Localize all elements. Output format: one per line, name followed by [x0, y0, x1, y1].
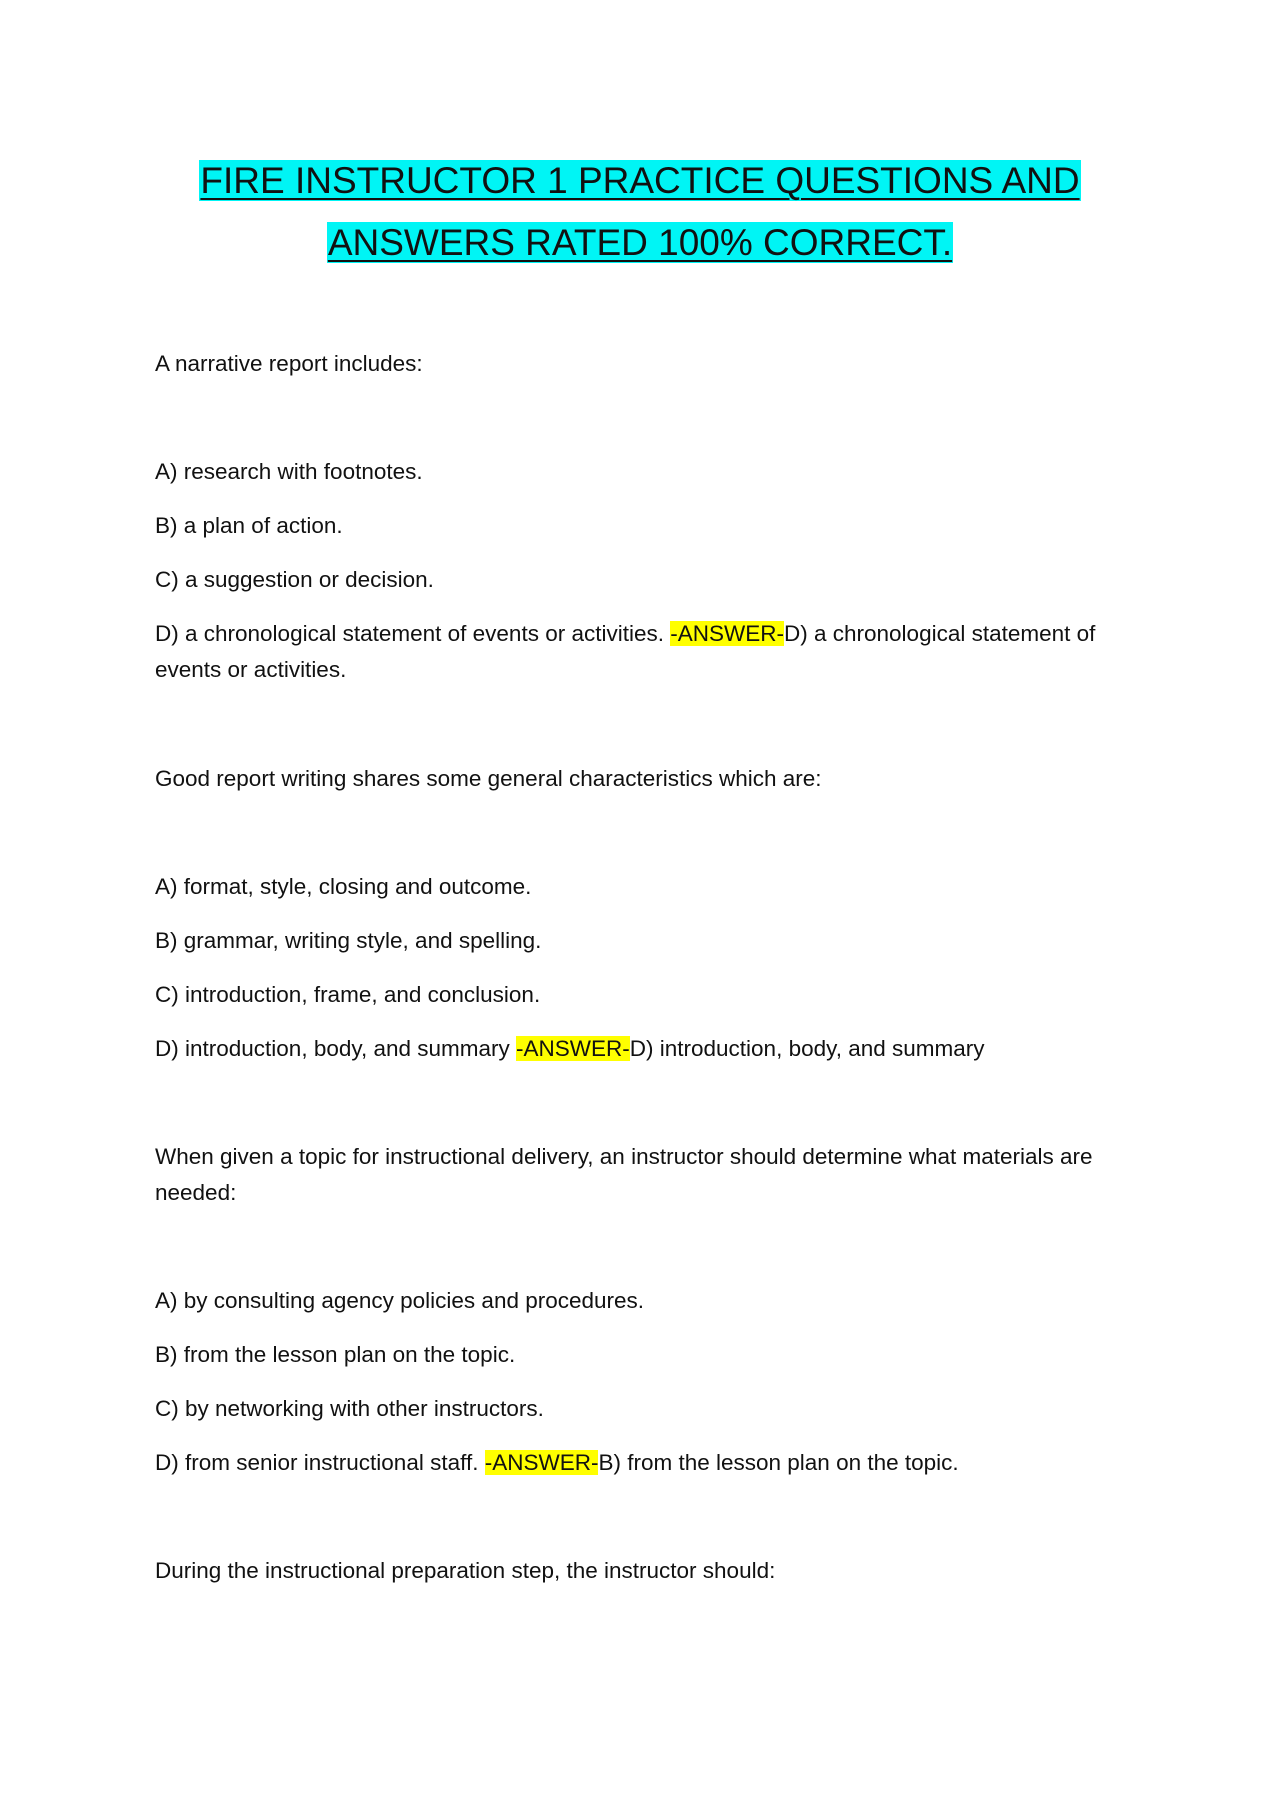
document-title [0, 150, 1280, 274]
question-2-option-d [155, 1031, 1135, 1067]
question-2-answer-marker: -ANSWER- [516, 1036, 630, 1061]
question-3-option-a: A) by consulting agency policies and procedures. [155, 1288, 645, 1313]
question-2-option-d-text: D) introduction, body, and summary [155, 1036, 516, 1061]
question-1-option-d [155, 616, 1135, 688]
question-1-option-a: A) research with footnotes. [155, 459, 423, 484]
title-line-2: ANSWERS RATED 100% CORRECT. [327, 222, 953, 263]
question-3-answer-text: B) from the lesson plan on the topic. [598, 1450, 959, 1475]
question-4-prompt: During the instructional preparation step, the instructor should: [155, 1558, 776, 1583]
question-2-answer-text: D) introduction, body, and summary [629, 1036, 985, 1061]
question-3-option-c: C) by networking with other instructors. [155, 1396, 544, 1421]
question-1-answer-marker: -ANSWER- [670, 621, 784, 646]
question-1-option-b: B) a plan of action. [155, 513, 343, 538]
question-1-answer-text: D) a chronological statement of events or activities. [155, 621, 1096, 682]
question-2-option-a: A) format, style, closing and outcome. [155, 874, 532, 899]
question-2-prompt: Good report writing shares some general characteristics which are: [155, 766, 822, 791]
question-3-option-d [155, 1445, 1135, 1481]
question-3-prompt: When given a topic for instructional delivery, an instructor should determine what materials are needed: [155, 1144, 1093, 1205]
question-2-option-c: C) introduction, frame, and conclusion. [155, 982, 541, 1007]
title-line-1: FIRE INSTRUCTOR 1 PRACTICE QUESTIONS AND [200, 160, 1080, 201]
question-2-option-b: B) grammar, writing style, and spelling. [155, 928, 542, 953]
question-1-prompt: A narrative report includes: [155, 351, 423, 376]
question-1-option-c: C) a suggestion or decision. [155, 567, 434, 592]
question-3-option-b: B) from the lesson plan on the topic. [155, 1342, 516, 1367]
question-3-option-d-text: D) from senior instructional staff. [155, 1450, 485, 1475]
question-3-answer-marker: -ANSWER- [484, 1450, 599, 1475]
question-1-option-d-text: D) a chronological statement of events or activities. [155, 621, 671, 646]
